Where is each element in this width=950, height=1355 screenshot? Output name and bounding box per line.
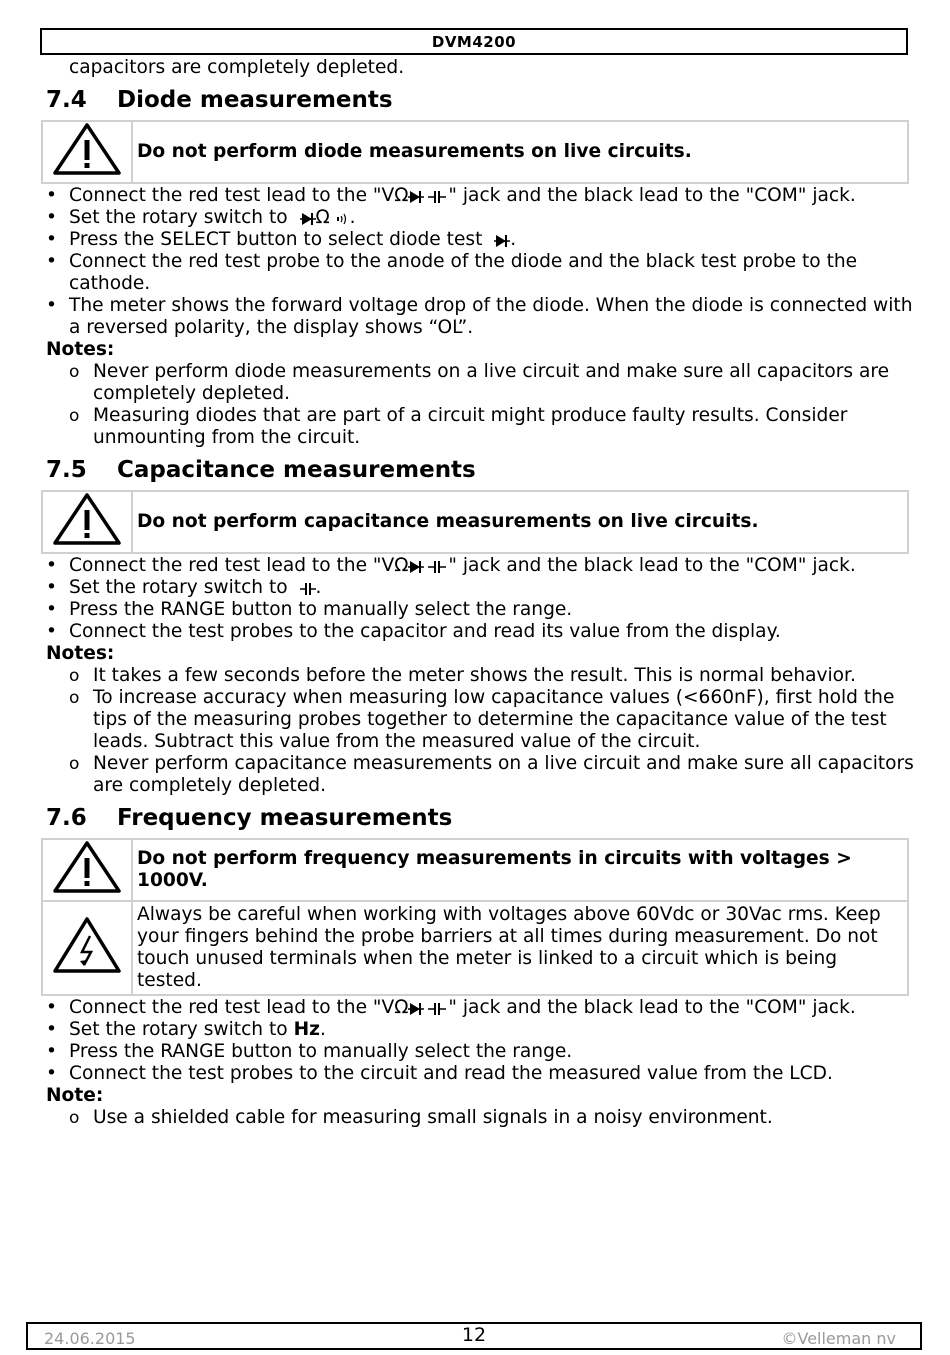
caution-text: Always be careful when working with voltages above 60Vdc or 30Vac rms. Keep your fingers behind the probe barriers at all times during measurement. Do not touch unused terminals when the meter is linked to a circuit which is being tested. bbox=[132, 901, 908, 995]
notes-label: Notes: bbox=[46, 339, 115, 360]
list-item: • Connect the red test probe to the anode of the diode and the black test probe to the cathode. bbox=[46, 251, 914, 295]
footer-copyright: ©Velleman nv bbox=[781, 1329, 896, 1348]
hz-label: Hz bbox=[293, 1019, 320, 1040]
notes-list bbox=[46, 1107, 914, 1129]
steps-list bbox=[46, 555, 914, 643]
warning-text: Do not perform diode measurements on live circuits. bbox=[132, 121, 908, 183]
warning-icon bbox=[42, 491, 132, 553]
list-item: • Connect the test probes to the capacitor and read its value from the display. bbox=[46, 621, 914, 643]
note-label: Note: bbox=[46, 1085, 104, 1106]
list-item: • Connect the test probes to the circuit and read the measured value from the LCD. bbox=[46, 1063, 914, 1085]
warning-box-diode bbox=[41, 120, 909, 184]
diode-icon bbox=[300, 212, 316, 226]
section-heading-7-5: 7.5 Capacitance measurements bbox=[46, 457, 476, 483]
capacitor-icon bbox=[300, 582, 316, 596]
list-item: • Press the SELECT button to select diode test . bbox=[46, 229, 914, 251]
list-item: • Press the RANGE button to manually select the range. bbox=[46, 1041, 914, 1063]
warning-icon bbox=[42, 121, 132, 183]
list-item: o Measuring diodes that are part of a circuit might produce faulty results. Consider unmounting from the circuit. bbox=[46, 405, 914, 449]
list-item: o Never perform capacitance measurements on a live circuit and make sure all capacitors are completely depleted. bbox=[46, 753, 914, 797]
continuation-text: capacitors are completely depleted. bbox=[69, 57, 405, 78]
warning-icon bbox=[42, 839, 132, 901]
warning-text: Do not perform frequency measurements in circuits with voltages > 1000V. bbox=[132, 839, 908, 901]
list-item: • The meter shows the forward voltage drop of the diode. When the diode is connected with a reversed polarity, the display shows “OL”. bbox=[46, 295, 914, 339]
notes-list bbox=[46, 361, 914, 449]
list-item: o Never perform diode measurements on a live circuit and make sure all capacitors are completely depleted. bbox=[46, 361, 914, 405]
list-item: • Set the rotary switch to Hz. bbox=[46, 1019, 914, 1041]
list-item: • Set the rotary switch to . bbox=[46, 577, 914, 599]
diode-capacitor-icon bbox=[408, 190, 448, 204]
diode-capacitor-icon bbox=[408, 560, 448, 574]
list-item: o Use a shielded cable for measuring small signals in a noisy environment. bbox=[46, 1107, 914, 1129]
warning-box-frequency bbox=[41, 838, 909, 996]
diode-capacitor-icon bbox=[408, 1002, 448, 1016]
continuity-icon bbox=[336, 212, 350, 226]
page-number: 12 bbox=[461, 1324, 487, 1346]
footer-date: 24.06.2015 bbox=[44, 1329, 136, 1348]
page-footer bbox=[26, 1322, 922, 1350]
list-item: o It takes a few seconds before the meter shows the result. This is normal behavior. bbox=[46, 665, 914, 687]
list-item: • Connect the red test lead to the "VΩ " jack and the black lead to the "COM" jack. bbox=[46, 555, 914, 577]
header-title: DVM4200 bbox=[431, 33, 517, 51]
warning-box-capacitance bbox=[41, 490, 909, 554]
list-item: • Connect the red test lead to the "VΩ " jack and the black lead to the "COM" jack. bbox=[46, 997, 914, 1019]
list-item: • Connect the red test lead to the "VΩ " jack and the black lead to the "COM" jack. bbox=[46, 185, 914, 207]
list-item: • Set the rotary switch to Ω . bbox=[46, 207, 914, 229]
steps-list bbox=[46, 185, 914, 339]
notes-list bbox=[46, 665, 914, 797]
list-item: • Press the RANGE button to manually select the range. bbox=[46, 599, 914, 621]
page-header bbox=[40, 28, 908, 55]
high-voltage-icon bbox=[42, 901, 132, 995]
notes-label: Notes: bbox=[46, 643, 115, 664]
warning-text: Do not perform capacitance measurements on live circuits. bbox=[132, 491, 908, 553]
section-heading-7-4: 7.4 Diode measurements bbox=[46, 87, 393, 113]
page-content bbox=[46, 57, 914, 1129]
section-heading-7-6: 7.6 Frequency measurements bbox=[46, 805, 453, 831]
list-item: o To increase accuracy when measuring low capacitance values (<660nF), first hold the tips of the measuring probes together to determine the capacitance value of the test leads. Subtract this value from the measured value of the circuit. bbox=[46, 687, 914, 753]
steps-list bbox=[46, 997, 914, 1085]
diode-icon bbox=[494, 234, 510, 248]
